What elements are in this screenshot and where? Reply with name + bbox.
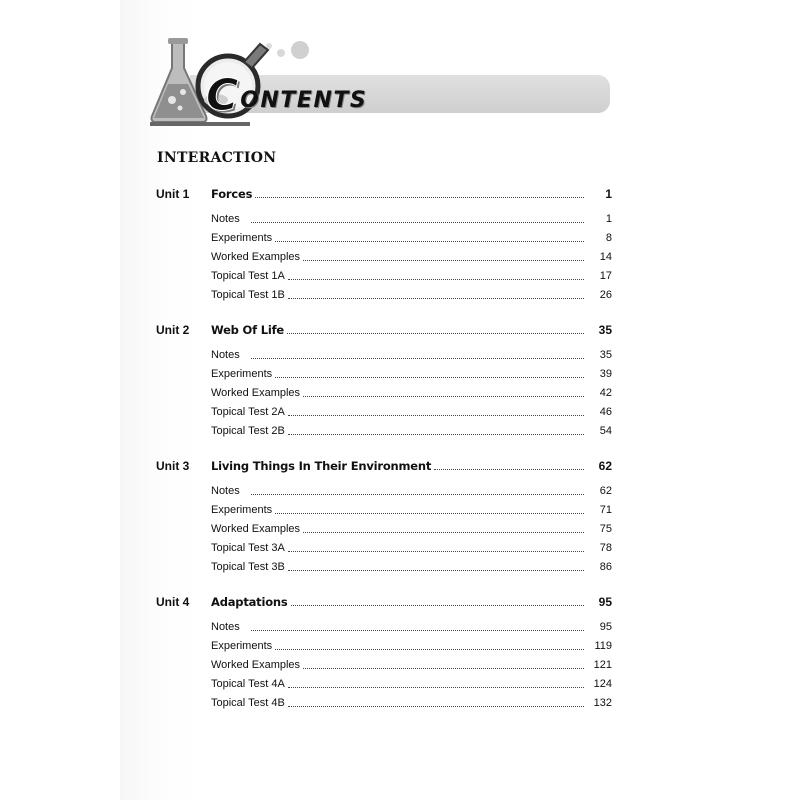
toc-entry — [156, 381, 612, 400]
page-number: 75 — [599, 523, 612, 535]
unit-number: Unit 4 — [156, 595, 190, 609]
unit-title: Living Things In Their Environment — [211, 459, 432, 473]
toc-entry — [156, 691, 612, 710]
unit-number: Unit 2 — [156, 323, 190, 337]
entry-label: Topical Test 3A — [211, 542, 285, 554]
dot-leader — [255, 197, 584, 198]
page-number: 35 — [598, 323, 612, 337]
page-number: 39 — [599, 368, 612, 380]
toc-unit — [156, 182, 612, 302]
page-number: 78 — [599, 542, 612, 554]
dot-leader — [288, 687, 584, 688]
dot-leader — [251, 222, 584, 223]
entry-label: Notes — [211, 213, 240, 225]
page-number: 17 — [599, 270, 612, 282]
page-number: 1 — [605, 187, 612, 201]
entry-label: Worked Examples — [211, 387, 301, 399]
toc-entry — [156, 245, 612, 264]
toc-unit — [156, 318, 612, 438]
dot-leader — [303, 668, 584, 669]
dot-leader — [288, 434, 584, 435]
toc-entry — [156, 226, 612, 245]
unit-number: Unit 3 — [156, 459, 190, 473]
toc-entry — [156, 536, 612, 555]
toc-unit-row — [156, 182, 612, 201]
toc-entry — [156, 479, 612, 498]
entry-label: Experiments — [211, 368, 273, 380]
page-number: 35 — [599, 349, 612, 361]
unit-number: Unit 1 — [156, 187, 190, 201]
dot-leader — [288, 570, 584, 571]
page-number: 62 — [599, 485, 612, 497]
toc-entry — [156, 264, 612, 283]
toc-entry — [156, 615, 612, 634]
page-number: 8 — [605, 232, 612, 244]
title-initial: C — [206, 70, 239, 121]
dot-leader — [275, 377, 584, 378]
dot-leader — [303, 532, 584, 533]
toc-entry — [156, 362, 612, 381]
dot-leader — [288, 551, 584, 552]
dot-leader — [288, 706, 584, 707]
entry-label: Topical Test 2B — [211, 425, 285, 437]
page-number: 14 — [599, 251, 612, 263]
page-number: 26 — [599, 289, 612, 301]
toc-entry — [156, 555, 612, 574]
toc-entry — [156, 517, 612, 536]
page-number: 71 — [599, 504, 612, 516]
section-title: INTERACTION — [157, 150, 277, 166]
toc-unit-row — [156, 318, 612, 337]
dot-leader — [275, 649, 584, 650]
entry-label: Experiments — [211, 640, 273, 652]
unit-title: Forces — [211, 187, 253, 201]
page-number: 1 — [605, 213, 612, 225]
toc-entry — [156, 400, 612, 419]
toc-entry — [156, 419, 612, 438]
dot-leader — [434, 469, 584, 470]
entry-label: Experiments — [211, 504, 273, 516]
entry-label: Experiments — [211, 232, 273, 244]
page-number: 62 — [598, 459, 612, 473]
entry-label: Topical Test 4A — [211, 678, 285, 690]
unit-title: Adaptations — [211, 595, 288, 609]
toc-unit-row — [156, 590, 612, 609]
page-number: 121 — [593, 659, 612, 671]
entry-label: Notes — [211, 349, 240, 361]
toc-entry — [156, 283, 612, 302]
entry-label: Worked Examples — [211, 523, 301, 535]
page-number: 42 — [599, 387, 612, 399]
unit-title: Web Of Life — [211, 323, 284, 337]
entry-label: Topical Test 4B — [211, 697, 285, 709]
dot-leader — [275, 513, 584, 514]
toc-entry — [156, 207, 612, 226]
toc-unit-row — [156, 454, 612, 473]
dot-leader — [288, 279, 584, 280]
page-number: 95 — [598, 595, 612, 609]
dot-leader — [251, 494, 584, 495]
entry-label: Topical Test 3B — [211, 561, 285, 573]
entry-label: Worked Examples — [211, 659, 301, 671]
contents-header — [150, 38, 612, 126]
entry-label: Topical Test 1B — [211, 289, 285, 301]
dot-leader — [288, 298, 584, 299]
entry-label: Topical Test 1A — [211, 270, 285, 282]
toc-unit — [156, 590, 612, 710]
toc-entry — [156, 498, 612, 517]
toc-unit — [156, 454, 612, 574]
entry-label: Worked Examples — [211, 251, 301, 263]
dot-leader — [288, 415, 584, 416]
dot-leader — [287, 333, 584, 334]
page-number: 95 — [599, 621, 612, 633]
dot-leader — [303, 396, 584, 397]
page-number: 119 — [594, 640, 612, 652]
dot-leader — [251, 630, 584, 631]
toc-entry — [156, 634, 612, 653]
page-number: 46 — [599, 406, 612, 418]
toc-entry — [156, 343, 612, 362]
entry-label: Notes — [211, 485, 240, 497]
page-number: 54 — [599, 425, 612, 437]
table-of-contents — [156, 182, 612, 726]
title-rest: ONTENTS — [240, 87, 368, 113]
toc-entry — [156, 672, 612, 691]
dot-leader — [303, 260, 584, 261]
toc-entry — [156, 653, 612, 672]
entry-label: Topical Test 2A — [211, 406, 285, 418]
page-title — [206, 70, 368, 121]
page-number: 132 — [593, 697, 612, 709]
dot-leader — [291, 605, 584, 606]
entry-label: Notes — [211, 621, 240, 633]
page-number: 124 — [593, 678, 612, 690]
dot-leader — [251, 358, 584, 359]
dot-leader — [275, 241, 584, 242]
page-number: 86 — [599, 561, 612, 573]
